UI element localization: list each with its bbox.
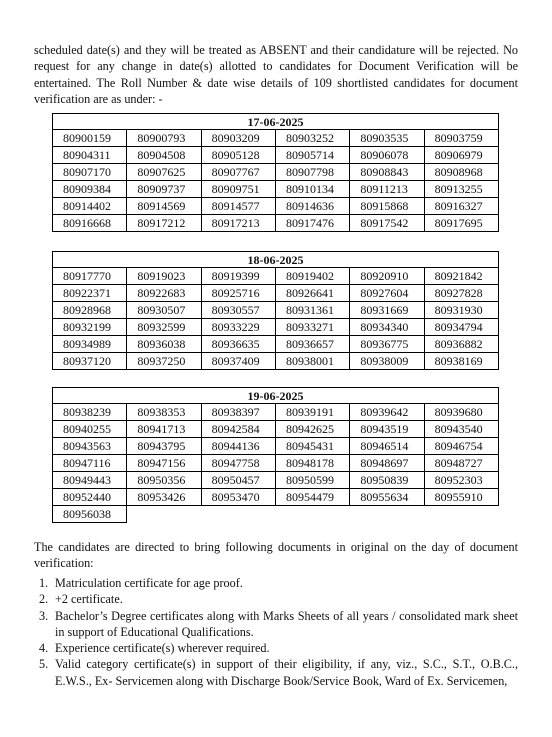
roll-number-cell: 80906979 xyxy=(424,147,498,164)
roll-number-cell: 80949443 xyxy=(53,472,127,489)
documents-list xyxy=(34,575,518,689)
roll-number-cell: 80917212 xyxy=(127,215,201,232)
roll-number-cell: 80941713 xyxy=(127,421,201,438)
roll-number-cell: 80939680 xyxy=(424,404,498,421)
roll-number-cell: 80939642 xyxy=(350,404,424,421)
roll-number-cell: 80946514 xyxy=(350,438,424,455)
roll-number-cell: 80936775 xyxy=(350,336,424,353)
roll-number-cell: 80938001 xyxy=(275,353,349,370)
roll-number-cell: 80948727 xyxy=(424,455,498,472)
roll-number-cell: 80948697 xyxy=(350,455,424,472)
empty-cell xyxy=(201,506,275,523)
roll-number-cell: 80903209 xyxy=(201,130,275,147)
roll-number-cell: 80953426 xyxy=(127,489,201,506)
list-item xyxy=(34,608,518,641)
roll-number-cell: 80908843 xyxy=(350,164,424,181)
table-row xyxy=(53,336,499,353)
roll-number-cell: 80914402 xyxy=(53,198,127,215)
roll-number-cell: 80952440 xyxy=(53,489,127,506)
list-item-number: 3. xyxy=(39,608,49,623)
roll-number-cell: 80920910 xyxy=(350,268,424,285)
roll-number-cell: 80947116 xyxy=(53,455,127,472)
roll-number-cell: 80943563 xyxy=(53,438,127,455)
empty-cell xyxy=(424,506,498,523)
roll-number-cell: 80933271 xyxy=(275,319,349,336)
roll-number-cell: 80900159 xyxy=(53,130,127,147)
roll-number-cell: 80908968 xyxy=(424,164,498,181)
roll-number-cell: 80922683 xyxy=(127,285,201,302)
roll-number-cell: 80919023 xyxy=(127,268,201,285)
table-row xyxy=(53,421,499,438)
roll-number-cell: 80937120 xyxy=(53,353,127,370)
roll-number-cell: 80954479 xyxy=(275,489,349,506)
roll-number-cell: 80926641 xyxy=(275,285,349,302)
roll-number-cell: 80927604 xyxy=(350,285,424,302)
table-row xyxy=(53,215,499,232)
table-row xyxy=(53,181,499,198)
empty-cell xyxy=(275,506,349,523)
roll-number-cell: 80955634 xyxy=(350,489,424,506)
roll-number-cell: 80950839 xyxy=(350,472,424,489)
roll-number-cell: 80956038 xyxy=(53,506,127,523)
schedule-date: 19-06-2025 xyxy=(53,388,499,404)
roll-number-cell: 80946754 xyxy=(424,438,498,455)
roll-number-cell: 80947156 xyxy=(127,455,201,472)
schedule-table-17-06-2025 xyxy=(52,113,499,232)
table-row xyxy=(53,198,499,215)
roll-number-cell: 80919402 xyxy=(275,268,349,285)
roll-number-cell: 80950457 xyxy=(201,472,275,489)
schedule-table-19-06-2025 xyxy=(52,387,499,523)
roll-number-cell: 80922371 xyxy=(53,285,127,302)
roll-number-cell: 80936038 xyxy=(127,336,201,353)
roll-number-cell: 80944136 xyxy=(201,438,275,455)
roll-number-cell: 80947758 xyxy=(201,455,275,472)
roll-number-cell: 80943519 xyxy=(350,421,424,438)
table-row xyxy=(53,472,499,489)
roll-number-cell: 80930557 xyxy=(201,302,275,319)
roll-number-cell: 80938009 xyxy=(350,353,424,370)
list-item-text: Bachelor’s Degree certificates along with Marks Sheets of all years / consolidated mark sheet in support of Educational Qualifications. xyxy=(55,608,518,639)
roll-number-cell: 80950356 xyxy=(127,472,201,489)
roll-number-cell: 80937250 xyxy=(127,353,201,370)
roll-number-cell: 80938397 xyxy=(201,404,275,421)
list-item-text: Matriculation certificate for age proof. xyxy=(55,576,243,590)
roll-number-cell: 80921842 xyxy=(424,268,498,285)
roll-number-cell: 80906078 xyxy=(350,147,424,164)
roll-number-cell: 80907170 xyxy=(53,164,127,181)
roll-number-cell: 80907767 xyxy=(201,164,275,181)
roll-number-cell: 80915868 xyxy=(350,198,424,215)
roll-number-cell: 80913255 xyxy=(424,181,498,198)
list-item-number: 5. xyxy=(39,657,49,672)
roll-number-cell: 80938353 xyxy=(127,404,201,421)
list-item-number: 1. xyxy=(39,576,49,590)
list-item xyxy=(34,640,518,656)
roll-number-cell: 80903252 xyxy=(275,130,349,147)
table-row xyxy=(53,438,499,455)
roll-number-cell: 80931669 xyxy=(350,302,424,319)
roll-number-cell: 80917542 xyxy=(350,215,424,232)
roll-number-cell: 80909751 xyxy=(201,181,275,198)
roll-number-cell: 80930507 xyxy=(127,302,201,319)
roll-number-cell: 80919399 xyxy=(201,268,275,285)
table-row xyxy=(53,404,499,421)
roll-number-cell: 80925716 xyxy=(201,285,275,302)
roll-number-cell: 80909384 xyxy=(53,181,127,198)
table-row xyxy=(53,489,499,506)
roll-number-cell: 80936882 xyxy=(424,336,498,353)
roll-number-cell: 80905714 xyxy=(275,147,349,164)
roll-number-cell: 80911213 xyxy=(350,181,424,198)
table-row xyxy=(53,285,499,302)
roll-number-cell: 80905128 xyxy=(201,147,275,164)
table-row xyxy=(53,130,499,147)
roll-number-cell: 80936657 xyxy=(275,336,349,353)
roll-number-cell: 80900793 xyxy=(127,130,201,147)
roll-number-cell: 80917770 xyxy=(53,268,127,285)
roll-number-cell: 80943540 xyxy=(424,421,498,438)
roll-number-cell: 80942584 xyxy=(201,421,275,438)
list-item xyxy=(34,575,518,591)
roll-number-cell: 80952303 xyxy=(424,472,498,489)
roll-number-cell: 80914577 xyxy=(201,198,275,215)
roll-number-cell: 80934989 xyxy=(53,336,127,353)
roll-number-cell: 80943795 xyxy=(127,438,201,455)
schedule-table-18-06-2025 xyxy=(52,251,499,370)
roll-number-cell: 80938239 xyxy=(53,404,127,421)
table-row xyxy=(53,164,499,181)
roll-number-cell: 80917695 xyxy=(424,215,498,232)
roll-number-cell: 80927828 xyxy=(424,285,498,302)
list-item xyxy=(34,591,518,607)
roll-number-cell: 80914569 xyxy=(127,198,201,215)
roll-number-cell: 80916668 xyxy=(53,215,127,232)
table-row xyxy=(53,506,499,523)
roll-number-cell: 80904508 xyxy=(127,147,201,164)
roll-number-cell: 80942625 xyxy=(275,421,349,438)
roll-number-cell: 80903759 xyxy=(424,130,498,147)
empty-cell xyxy=(127,506,201,523)
roll-number-cell: 80950599 xyxy=(275,472,349,489)
roll-number-cell: 80931361 xyxy=(275,302,349,319)
roll-number-cell: 80928968 xyxy=(53,302,127,319)
table-row xyxy=(53,268,499,285)
list-item-number: 2. xyxy=(39,592,49,607)
roll-number-cell: 80934794 xyxy=(424,319,498,336)
roll-number-cell: 80933229 xyxy=(201,319,275,336)
list-item-text: +2 certificate. xyxy=(55,592,123,607)
roll-number-cell: 80936635 xyxy=(201,336,275,353)
roll-number-cell: 80931930 xyxy=(424,302,498,319)
roll-number-cell: 80938169 xyxy=(424,353,498,370)
directive-paragraph: The candidates are directed to bring following documents in original on the day of document verification: xyxy=(34,540,518,571)
table-row xyxy=(53,147,499,164)
roll-number-cell: 80953470 xyxy=(201,489,275,506)
list-item-text: Valid category certificate(s) in support of their eligibility, if any, viz., S.C., S.T., O.B.C., E.W.S., Ex- Servicemen along with Discharge Book/Service Book, Ward of Ex. Servicemen, xyxy=(55,657,518,688)
empty-cell xyxy=(350,506,424,523)
list-item-text: Experience certificate(s) wherever required. xyxy=(55,641,270,656)
roll-number-cell: 80940255 xyxy=(53,421,127,438)
schedule-date: 17-06-2025 xyxy=(53,114,499,130)
roll-number-cell: 80907798 xyxy=(275,164,349,181)
roll-number-cell: 80910134 xyxy=(275,181,349,198)
roll-number-cell: 80955910 xyxy=(424,489,498,506)
table-row xyxy=(53,353,499,370)
roll-number-cell: 80937409 xyxy=(201,353,275,370)
roll-number-cell: 80909737 xyxy=(127,181,201,198)
roll-number-cell: 80932199 xyxy=(53,319,127,336)
roll-number-cell: 80914636 xyxy=(275,198,349,215)
schedule-date: 18-06-2025 xyxy=(53,252,499,268)
roll-number-cell: 80948178 xyxy=(275,455,349,472)
roll-number-cell: 80932599 xyxy=(127,319,201,336)
roll-number-cell: 80939191 xyxy=(275,404,349,421)
roll-number-cell: 80934340 xyxy=(350,319,424,336)
roll-number-cell: 80903535 xyxy=(350,130,424,147)
list-item-number: 4. xyxy=(39,641,49,656)
roll-number-cell: 80917476 xyxy=(275,215,349,232)
table-row xyxy=(53,302,499,319)
table-row xyxy=(53,455,499,472)
roll-number-cell: 80907625 xyxy=(127,164,201,181)
roll-number-cell: 80917213 xyxy=(201,215,275,232)
intro-paragraph: scheduled date(s) and they will be treated as ABSENT and their candidature will be rejected. No request for any change in date(s) allotted to candidates for Document Verification will be entertained. The Roll Number & date wise details of 109 shortlisted candidates for document verification are as under: - xyxy=(34,43,518,106)
roll-number-cell: 80945431 xyxy=(275,438,349,455)
roll-number-cell: 80904311 xyxy=(53,147,127,164)
list-item xyxy=(34,656,518,689)
table-row xyxy=(53,319,499,336)
roll-number-cell: 80916327 xyxy=(424,198,498,215)
